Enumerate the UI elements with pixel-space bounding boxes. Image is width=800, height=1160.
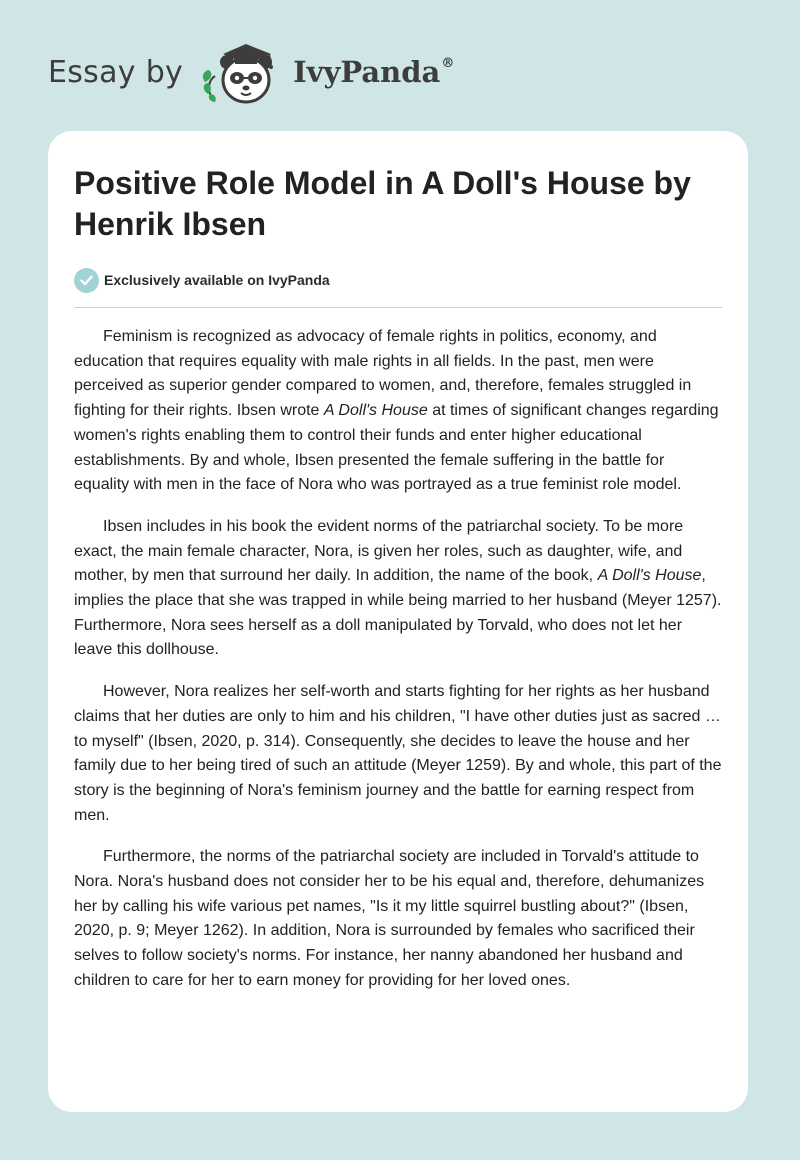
essay-body <box>74 325 722 994</box>
book-title-italic: A Doll's House <box>323 402 428 420</box>
exclusive-badge <box>74 266 722 294</box>
paragraph-text: Feminism is recognized as advocacy of female rights in politics, economy, and education that requires equality with male rights in all fields. In the past, men were perceived as superior gender compared to women, and, therefore, females struggled in fighting for their rights. Ibsen wrote <box>74 328 692 420</box>
essay-paragraph <box>74 515 722 663</box>
divider <box>74 307 722 308</box>
essay-paragraph <box>74 325 722 498</box>
paragraph-text: Ibsen includes in his book the evident norms of the patriarchal society. To be more exact, the main female character, Nora, is given her roles, such as daughter, wife, and mother, by men that surround her daily. In addition, the name of the book, <box>74 517 684 585</box>
site-header <box>48 36 454 108</box>
book-title-italic: A Doll's House <box>597 567 702 585</box>
essay-card <box>48 131 748 1112</box>
essay-title: Positive Role Model in A Doll's House by Henrik Ibsen <box>74 165 691 242</box>
brand-name[interactable] <box>293 55 454 89</box>
paragraph-text: However, Nora realizes her self-worth and starts fighting for her rights as her husband claims that her duties are only to him and his children, "I have other duties just as sacred … to myself" (Ibsen, 2020, p. 314). Consequently, she decides to leave the house and her family due to her being tired of such an attitude (Meyer 1259). By and whole, this part of the story is the beginning of Nora's feminism journey and the battle for earning respect from men. <box>74 683 722 824</box>
check-circle-icon <box>74 268 99 293</box>
essay-paragraph <box>74 845 722 993</box>
paragraph-text: Furthermore, the norms of the patriarchal society are included in Torvald's attitude to Nora. Nora's husband does not consider her to be his equal and, therefore, dehumanizes her by calling his wife various pet names, "Is it my little squirrel bustling about?" (Ibsen, 2020, p. 9; Meyer 1262). In addition, Nora is surrounded by females who sacrificed their selves to follow society's norms. For instance, her nanny abandoned her husband and children to care for her to earn money for providing for her loved ones. <box>74 848 705 989</box>
paragraph-text: , implies the place that she was trapped in while being married to her husband (Meyer 1257). Furthermore, Nora sees herself as a doll manipulated by Torvald, who does not let her leave this dollhouse. <box>74 567 722 659</box>
brand-name-text: IvyPanda <box>293 55 441 89</box>
panda-graduate-logo-icon[interactable] <box>197 36 287 108</box>
paragraph-text: at times of significant changes regarding women's rights enabling them to control their funds and enter higher educational establishments. By and whole, Ibsen presented the female suffering in the battle for equality with men in the face of Nora who was portrayed as a true feminist role model. <box>74 402 719 494</box>
essay-by-label: Essay by <box>48 54 184 90</box>
essay-paragraph <box>74 680 722 828</box>
exclusive-label: Exclusively available on IvyPanda <box>104 272 330 288</box>
registered-mark: ® <box>441 56 455 72</box>
